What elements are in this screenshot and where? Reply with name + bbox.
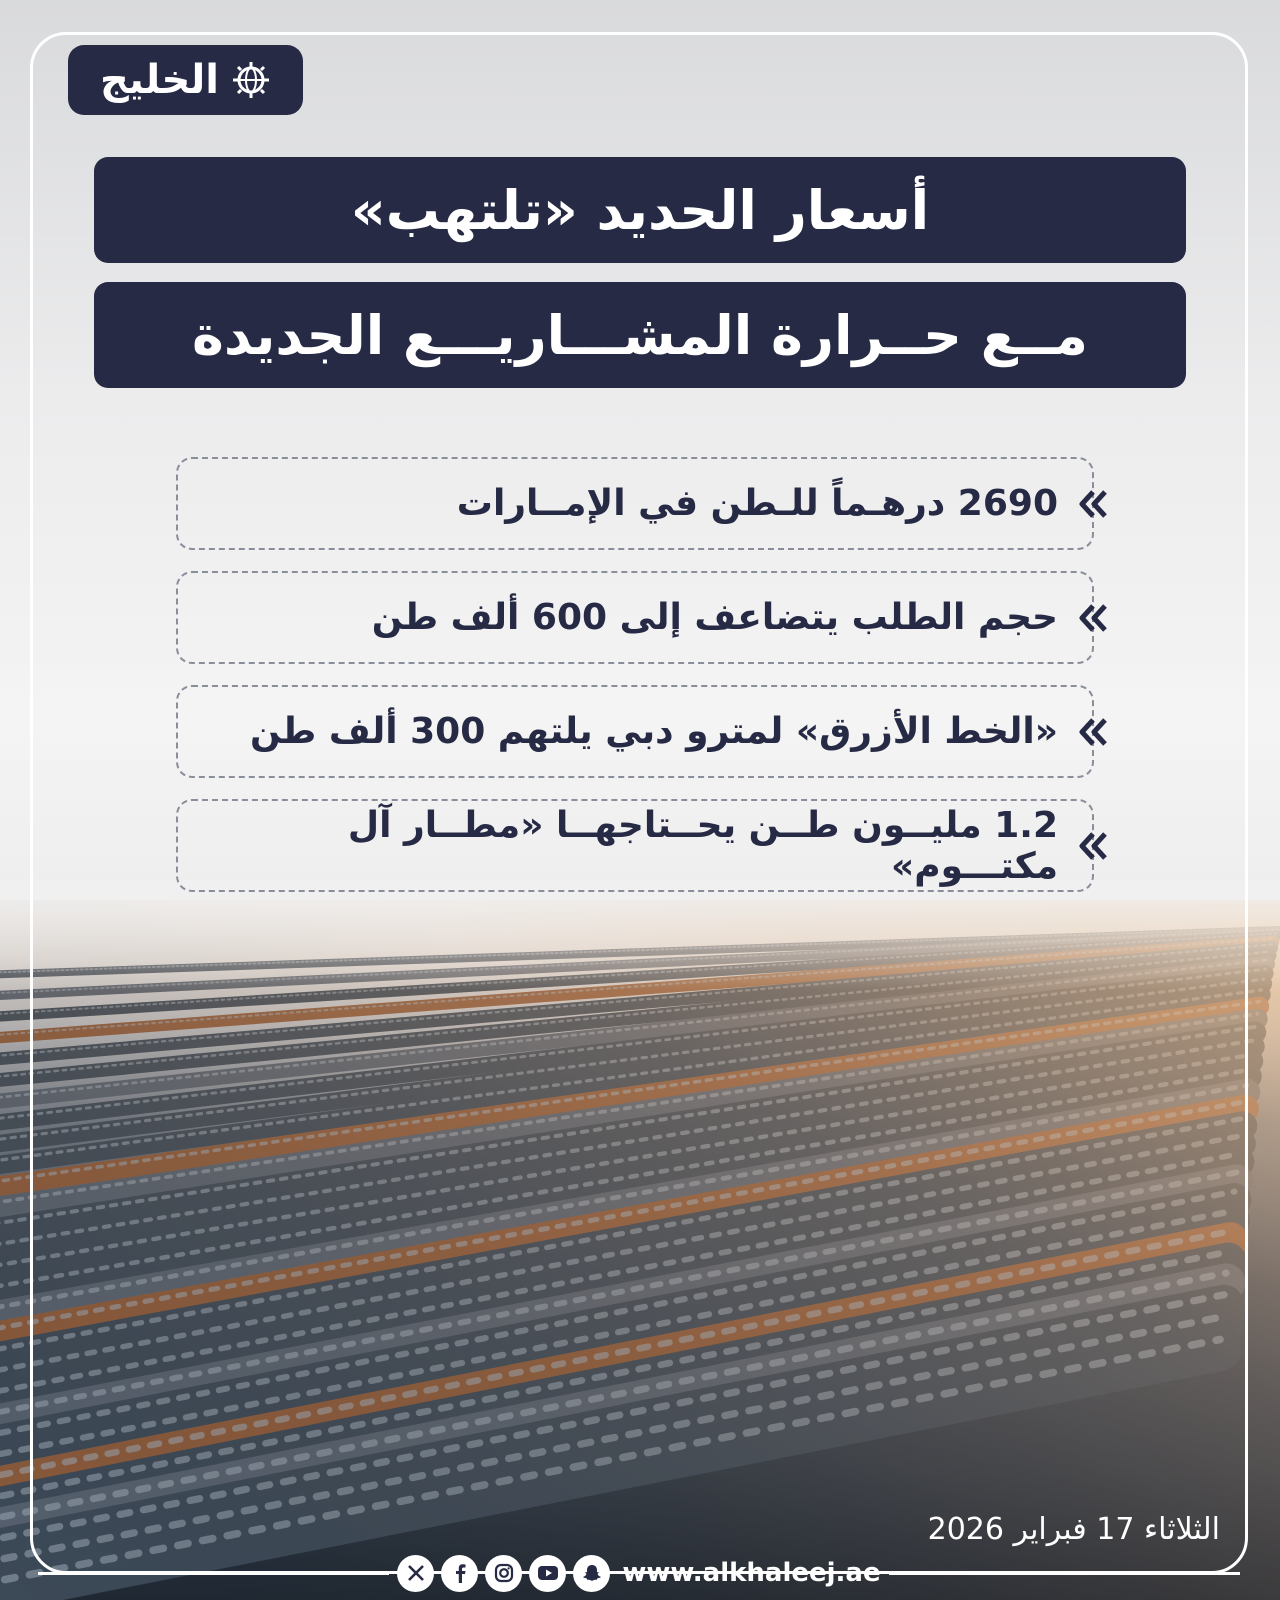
- headline-line-2: مــع حــرارة المشـــاريـــع الجديدة: [192, 303, 1088, 367]
- facebook-icon[interactable]: [441, 1555, 478, 1592]
- publish-date: الثلاثاء 17 فبراير 2026: [927, 1512, 1220, 1547]
- headline-line-1-box: [94, 157, 1186, 263]
- bullet-text: حجم الطلب يتضاعف إلى 600 ألف طن: [371, 597, 1058, 638]
- x-icon[interactable]: [397, 1555, 434, 1592]
- website-link[interactable]: www.alkhaleej.ae: [622, 1558, 881, 1588]
- headline-line-2-box: [94, 282, 1186, 388]
- snapchat-icon[interactable]: [573, 1555, 610, 1592]
- footer: [30, 1548, 1248, 1598]
- double-chevron-icon: [1076, 487, 1110, 521]
- double-chevron-icon: [1076, 715, 1110, 749]
- bullet-text: 1.2 مليــون طــن يحــتاجهــا «مطــار آل مكتـــوم»: [347, 804, 1058, 887]
- double-chevron-icon: [1076, 829, 1110, 863]
- list-item: [176, 685, 1094, 778]
- youtube-icon[interactable]: [529, 1555, 566, 1592]
- bullet-list: [176, 457, 1094, 913]
- social-links: [397, 1555, 610, 1592]
- list-item: [176, 457, 1094, 550]
- bullet-text: «الخط الأزرق» لمترو دبي يلتهم 300 ألف طن: [249, 711, 1058, 752]
- logo: [68, 45, 303, 115]
- list-item: [176, 571, 1094, 664]
- footer-divider-left: [38, 1572, 389, 1575]
- logo-text: الخليج: [99, 57, 220, 103]
- footer-divider-right: [889, 1572, 1240, 1575]
- instagram-icon[interactable]: [485, 1555, 522, 1592]
- globe-emblem-icon: [231, 60, 271, 100]
- list-item: [176, 799, 1094, 892]
- headline-line-1: أسعار الحديد «تلتهب»: [350, 178, 930, 242]
- bullet-text: 2690 درهـماً للـطن في الإمــارات: [456, 483, 1058, 524]
- double-chevron-icon: [1076, 601, 1110, 635]
